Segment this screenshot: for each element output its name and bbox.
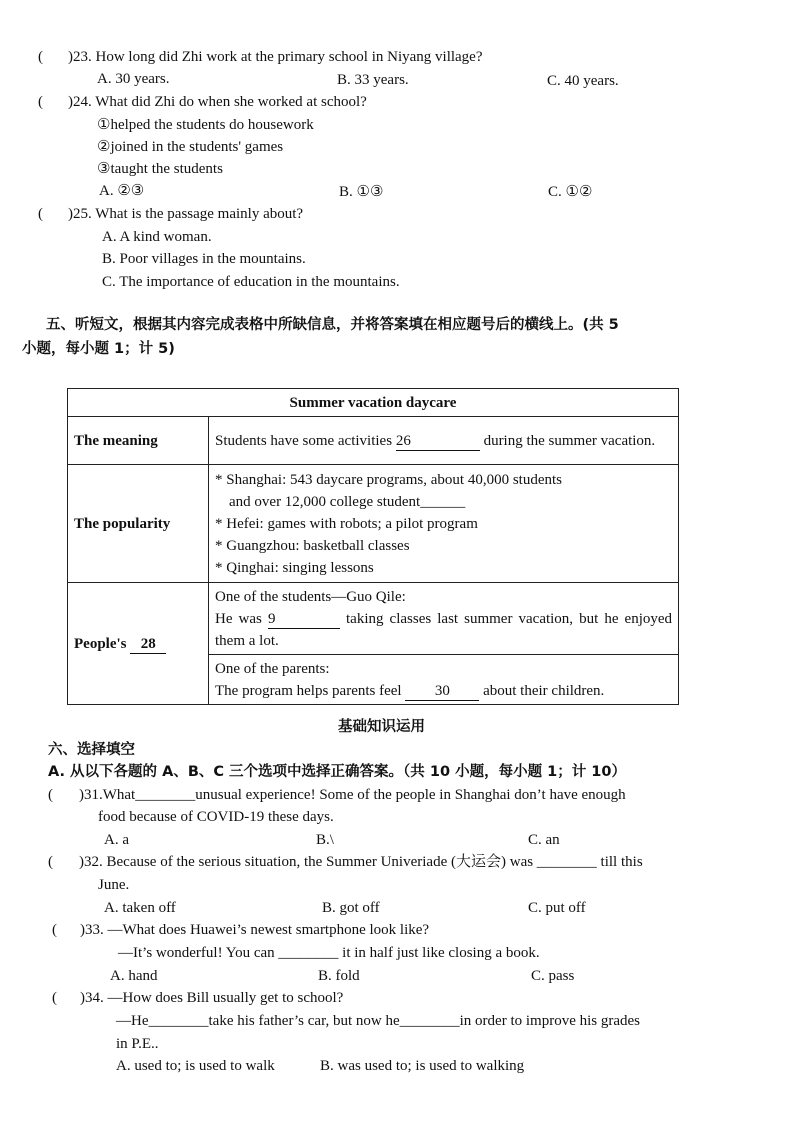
q34-option-b: B. was used to; is used to walking [320, 1058, 525, 1074]
popularity-line-guangzhou: * Guangzhou: basketball classes [215, 537, 410, 554]
student-text-pre: He was [215, 610, 262, 627]
q33-paren: ( [52, 922, 57, 938]
student-text [215, 608, 672, 652]
q23-option-c: C. 40 years. [547, 73, 619, 89]
parent-text-pre: The program helps parents feel [215, 682, 402, 699]
meaning-text-post: during the summer vacation. [483, 432, 656, 449]
meaning-label: The meaning [68, 417, 209, 465]
section5-heading-line1: 五、听短文，根据其内容完成表格中所缺信息，并将答案填在相应题号后的横线上。(共 5 [46, 317, 619, 333]
parent-text-post: about their children. [483, 682, 605, 699]
q31-option-a: A. a [104, 832, 129, 848]
q33-option-c: C. pass [531, 968, 575, 984]
popularity-line-hefei: * Hefei: games with robots; a pilot program [215, 515, 478, 532]
popularity-line-college: and over 12,000 college student______ [229, 493, 466, 510]
q23-stem: )23. How long did Zhi work at the primary school in Niyang village? [68, 49, 483, 65]
meaning-text-pre: Students have some activities [215, 432, 393, 449]
blank-30: 30 [405, 682, 479, 701]
q24-paren: ( [38, 94, 43, 110]
section6-instructions: A. 从以下各题的 A、B、C 三个选项中选择正确答案。（共 10 小题，每小题 1；计 10） [48, 764, 626, 780]
popularity-label: The popularity [68, 465, 209, 583]
student-cell [209, 583, 679, 655]
q33-line2: —It’s wonderful! You can ________ it in half just like closing a book. [118, 945, 540, 961]
q34-paren: ( [52, 990, 57, 1006]
q24-item-3: ③taught the students [97, 161, 223, 177]
q32-line2: June. [98, 877, 130, 893]
q23-paren: ( [38, 49, 43, 65]
q31-line2: food because of COVID-19 these days. [98, 809, 334, 825]
q23-option-b: B. 33 years. [337, 72, 409, 88]
parent-text [215, 680, 672, 702]
table-title: Summer vacation daycare [68, 389, 679, 417]
people-label-cell [68, 583, 209, 705]
q25-option-c: C. The importance of education in the mountains. [102, 274, 400, 290]
popularity-line-shanghai: * Shanghai: 543 daycare programs, about 40,000 students [215, 471, 563, 488]
student-text-post: taking classes last summer vacation, but he enjoyed them a lot. [215, 610, 673, 649]
q32-paren: ( [48, 854, 53, 870]
q24-item-1: ①helped the students do housework [97, 117, 314, 133]
q31-option-b: B.\ [316, 832, 334, 848]
popularity-line-qinghai: * Qinghai: singing lessons [215, 559, 374, 576]
q34-line1: )34. —How does Bill usually get to school? [80, 990, 344, 1006]
q24-option-a: A. ②③ [99, 183, 145, 199]
q25-stem: )25. What is the passage mainly about? [68, 206, 304, 222]
q32-option-a: A. taken off [104, 900, 176, 916]
q34-line3: in P.E.. [116, 1036, 159, 1052]
q25-paren: ( [38, 206, 43, 222]
parent-cell [209, 655, 679, 705]
meaning-cell [209, 417, 679, 465]
q24-option-c: C. ①② [548, 184, 593, 200]
q32-option-c: C. put off [528, 900, 586, 916]
basic-knowledge-heading: 基础知识运用 [338, 719, 425, 735]
q31-line1: )31.What________unusual experience! Some of the people in Shanghai don’t have enough [79, 787, 626, 803]
q24-item-2: ②joined in the students' games [97, 139, 284, 155]
q32-line1: )32. Because of the serious situation, the Summer Univeriade (大运会) was ________ till this [79, 854, 643, 870]
q24-option-b: B. ①③ [339, 184, 384, 200]
q25-option-a: A. A kind woman. [102, 229, 212, 245]
daycare-table [67, 388, 679, 705]
blank-26: 26 [396, 432, 480, 451]
q34-option-a: A. used to; is used to walk [116, 1058, 275, 1074]
q31-paren: ( [48, 787, 53, 803]
parent-heading: One of the parents: [215, 660, 330, 677]
people-label: People's [74, 635, 127, 652]
q24-stem: )24. What did Zhi do when she worked at school? [68, 94, 367, 110]
q33-option-a: A. hand [110, 968, 158, 984]
student-heading: One of the students—Guo Qile: [215, 588, 406, 605]
section6-title: 六、选择填空 [48, 742, 135, 758]
blank-29: 9 [268, 610, 340, 629]
q34-line2: —He________take his father’s car, but now he________in order to improve his grades [116, 1013, 641, 1029]
q23-option-a: A. 30 years. [97, 71, 170, 87]
q31-option-c: C. an [528, 832, 560, 848]
blank-28: 28 [130, 635, 166, 654]
q32-option-b: B. got off [322, 900, 380, 916]
section5-heading-line2: 小题，每小题 1；计 5) [22, 341, 175, 357]
q33-option-b: B. fold [318, 968, 360, 984]
q25-option-b: B. Poor villages in the mountains. [102, 251, 306, 267]
q33-line1: )33. —What does Huawei’s newest smartphone look like? [80, 922, 430, 938]
popularity-cell [209, 465, 679, 583]
